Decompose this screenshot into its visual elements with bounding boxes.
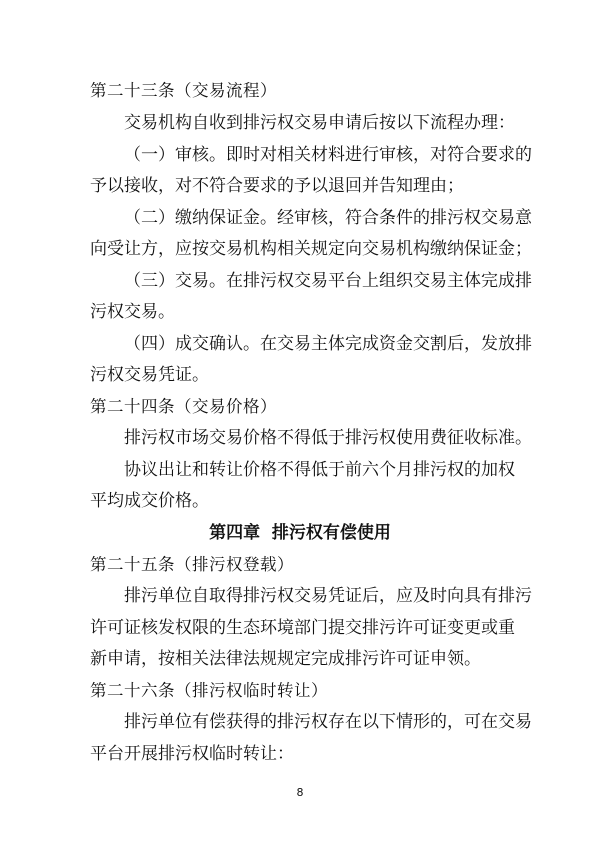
article-23-intro: 交易机构自收到排污权交易申请后按以下流程办理： <box>124 113 515 133</box>
article-23-heading: 第二十三条（交易流程） <box>90 81 277 100</box>
article-24-paragraph-2-line-1: 协议出让和转让价格不得低于前六个月排污权的加权 <box>124 460 515 480</box>
article-25-line-1: 排污单位自取得排污权交易凭证后，应及时向具有排污 <box>124 586 532 606</box>
article-23-item-3-line-2: 污权交易。 <box>90 302 175 322</box>
article-24-paragraph-2-line-2: 平均成交价格。 <box>90 491 209 511</box>
article-23-item-1-line-1: （一）审核。即时对相关材料进行审核，对符合要求的 <box>124 145 532 165</box>
article-23-item-3-line-1: （三）交易。在排污权交易平台上组织交易主体完成排 <box>124 271 532 291</box>
article-23-item-1-line-2: 予以接收，对不符合要求的予以退回并告知理由； <box>90 176 464 196</box>
article-26-line-1: 排污单位有偿获得的排污权存在以下情形的，可在交易 <box>124 712 532 732</box>
article-23-item-4-line-1: （四）成交确认。在交易主体完成资金交割后，发放排 <box>124 334 532 354</box>
article-25-line-2: 许可证核发权限的生态环境部门提交排污许可证变更或重 <box>90 618 515 638</box>
article-25-heading: 第二十五条（排污权登载） <box>90 555 294 574</box>
article-24-heading: 第二十四条（交易价格） <box>90 397 277 416</box>
article-26-line-2: 平台开展排污权临时转让： <box>90 744 294 764</box>
article-23-item-2-line-1: （二）缴纳保证金。经审核，符合条件的排污权交易意 <box>124 208 532 228</box>
page-number: 8 <box>296 786 304 799</box>
article-26-heading: 第二十六条（排污权临时转让） <box>90 681 328 700</box>
article-23-item-4-line-2: 污权交易凭证。 <box>90 365 209 385</box>
article-25-line-3: 新申请，按相关法律法规规定完成排污许可证申领。 <box>90 649 481 669</box>
chapter-title: 第四章 排污权有偿使用 <box>209 523 391 543</box>
article-23-item-2-line-2: 向受让方，应按交易机构相关规定向交易机构缴纳保证金； <box>90 239 532 259</box>
article-24-paragraph-1: 排污权市场交易价格不得低于排污权使用费征收标准。 <box>124 428 532 448</box>
